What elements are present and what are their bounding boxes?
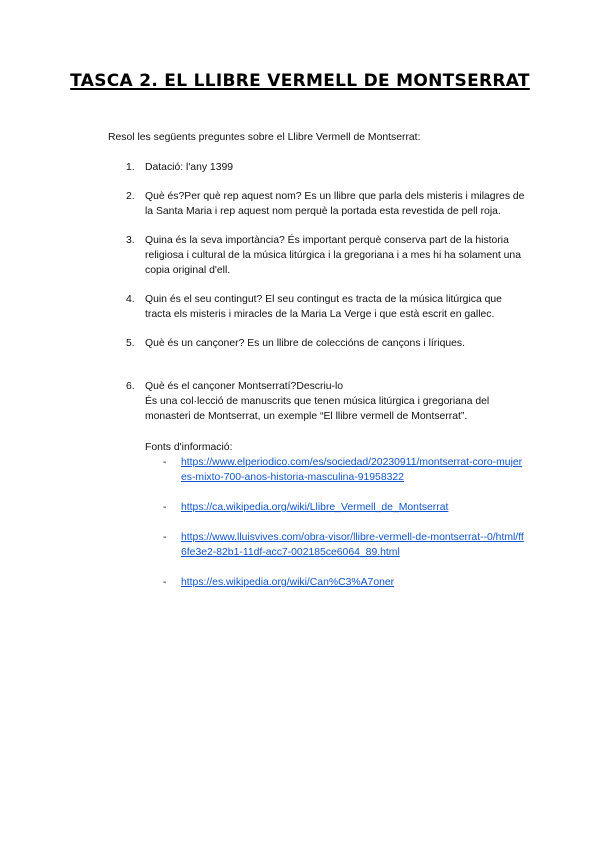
item-text: Què és el cançoner Montserratí?Descriu-lo	[145, 381, 344, 392]
bullet-dash: -	[163, 577, 167, 588]
item-number: 6.	[126, 381, 135, 392]
source-link[interactable]: https://ca.wikipedia.org/wiki/Llibre_Vermell_de_Montserrat	[181, 502, 449, 513]
list-item	[126, 160, 526, 175]
item-number: 1.	[126, 162, 135, 173]
source-link[interactable]: https://www.elperiodico.com/es/sociedad/20230911/montserrat-coro-mujeres-mixto-700-anos-historia-masculina-91958322	[181, 457, 523, 483]
intro-text: Resol les següents preguntes sobre el Llibre Vermell de Montserrat:	[108, 132, 421, 143]
item-text: Què és un cançoner? Es un llibre de coleccións de cançons i líriques.	[145, 338, 465, 349]
source-link[interactable]: https://es.wikipedia.org/wiki/Can%C3%A7oner	[181, 577, 395, 588]
sources-list	[145, 455, 526, 590]
bullet-dash: -	[163, 502, 167, 513]
source-item	[145, 455, 526, 485]
item-text: Quin és el seu contingut? El seu contingut es tracta de la música litúrgica que tracta els misteris i miracles de la Maria La Verge i que està escrit en gallec.	[145, 294, 502, 320]
item-text: Datació: l'any 1399	[145, 162, 234, 173]
item-number: 2.	[126, 191, 135, 202]
bullet-dash: -	[163, 532, 167, 543]
answer-text: És una col·lecció de manuscrits que tenen música litúrgica i gregoriana del monasteri de Montserrat, un exemple “El llibre vermell de Montserrat”.	[145, 396, 490, 422]
source-item	[145, 500, 526, 515]
source-link[interactable]: https://www.lluisvives.com/obra-visor/llibre-vermell-de-montserrat--0/html/ff6fe3e2-82b1-11df-acc7-002185ce6064_89.html	[181, 532, 524, 558]
sources-label: Fonts d'informació:	[145, 442, 233, 453]
list-item	[126, 233, 526, 278]
question-list	[126, 160, 526, 590]
item-number: 4.	[126, 294, 135, 305]
item-number: 5.	[126, 338, 135, 349]
page-title: TASCA 2. EL LLIBRE VERMELL DE MONTSERRAT	[70, 71, 530, 91]
list-item	[126, 379, 526, 590]
list-item	[126, 292, 526, 322]
source-item	[145, 530, 526, 560]
item-number: 3.	[126, 235, 135, 246]
list-item	[126, 336, 526, 351]
bullet-dash: -	[163, 457, 167, 468]
list-item	[126, 189, 526, 219]
item-text: Què és?Per què rep aquest nom? Es un llibre que parla dels misteris i milagres de la Santa Maria i rep aquest nom perquè la portada esta revestida de pell roja.	[145, 191, 525, 217]
item-text: Quina és la seva importància? És important perquè conserva part de la historia religiosa i cultural de la música litúrgica i la gregoriana i a mes hi ha solament una copia original d'ell.	[145, 235, 521, 276]
source-item	[145, 575, 526, 590]
